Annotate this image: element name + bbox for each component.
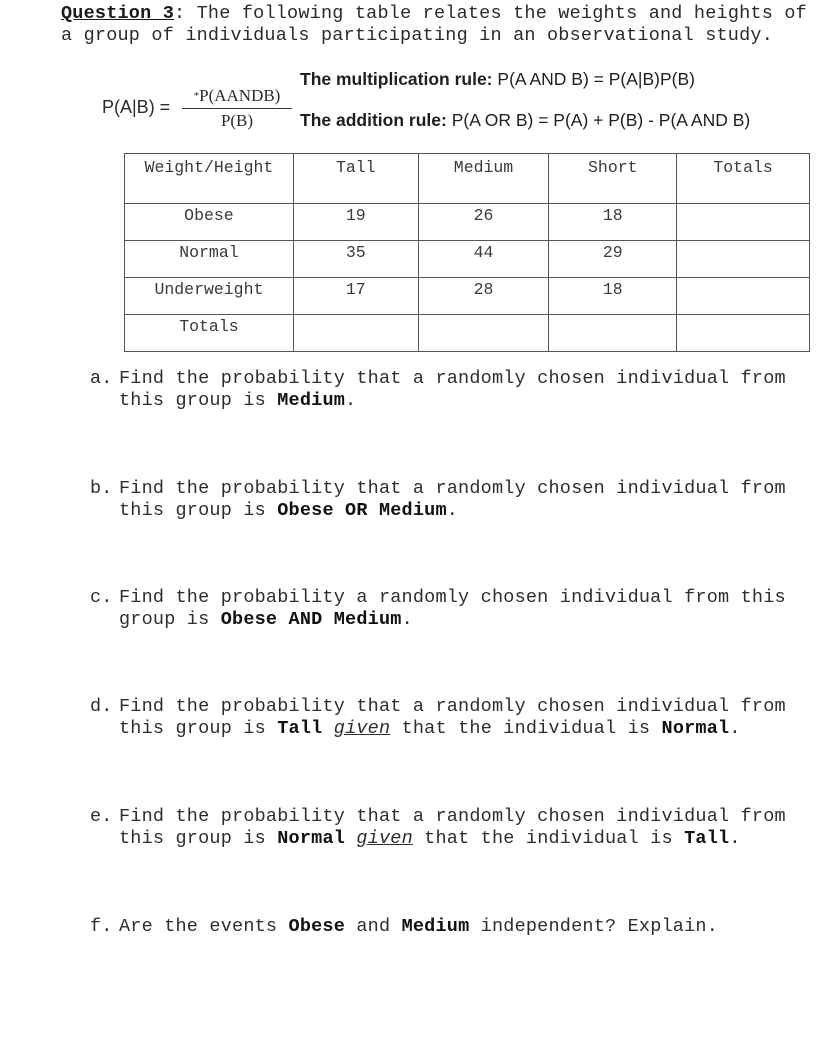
formula-numerator: P(AANDB)	[199, 86, 281, 105]
question-text	[322, 718, 333, 739]
question-b	[90, 478, 815, 522]
question-text: .	[729, 718, 741, 739]
question-emphasis: Obese AND Medium	[220, 609, 402, 630]
question-emphasis: Tall	[684, 828, 730, 849]
question-text: .	[729, 828, 741, 849]
multiplication-rule-expr: P(A AND B) = P(A|B)P(B)	[497, 69, 695, 89]
addition-rule-label: The addition rule:	[300, 110, 447, 130]
table-cell	[677, 278, 810, 315]
formula-fraction	[182, 85, 292, 131]
question-letter: e.	[90, 806, 113, 827]
question-text: Find the probability that a randomly chosen individual from this group is	[119, 478, 786, 521]
table-header-cell: Short	[549, 154, 677, 204]
question-letter: c.	[90, 587, 113, 608]
table-cell: 18	[549, 204, 677, 241]
question-text: Find the probability that a randomly chosen individual from this group is	[119, 696, 786, 739]
question-emphasis: Obese	[288, 916, 346, 937]
table-cell	[418, 315, 549, 352]
question-given: given	[333, 718, 391, 739]
question-text: .	[401, 609, 413, 630]
question-a	[90, 368, 815, 412]
question-text: .	[446, 500, 459, 521]
question-intro-text: : The following table relates the weights and heights of a group of individuals participating in an observational study.	[61, 3, 807, 46]
question-c	[90, 587, 815, 631]
table-cell: 19	[293, 204, 418, 241]
question-text: Find the probability a randomly chosen individual from this group is	[119, 587, 786, 630]
question-f	[90, 916, 815, 938]
question-emphasis: Medium	[401, 916, 470, 937]
table-header-cell: Weight/Height	[125, 154, 294, 204]
question-text: that the individual is	[390, 718, 662, 739]
question-letter: d.	[90, 696, 113, 717]
table-cell	[677, 204, 810, 241]
addition-rule-expr: P(A OR B) = P(A) + P(B) - P(A AND B)	[451, 110, 751, 130]
table-cell: 18	[549, 278, 677, 315]
weight-height-table	[124, 153, 810, 352]
table-cell: Underweight	[125, 278, 294, 315]
table-cell: 26	[418, 204, 549, 241]
table-header-cell: Medium	[418, 154, 549, 204]
table-cell	[677, 241, 810, 278]
table-header-cell: Totals	[677, 154, 810, 204]
table-row	[125, 241, 810, 278]
question-text: that the individual is	[412, 828, 685, 849]
question-letter: f.	[90, 916, 113, 937]
addition-rule	[300, 110, 750, 131]
formula-star: *	[193, 90, 200, 102]
question-d	[90, 696, 815, 740]
question-text: independent? Explain.	[469, 916, 719, 937]
question-text: and	[345, 916, 402, 937]
multiplication-rule-label: The multiplication rule:	[300, 69, 493, 89]
fraction-bar	[182, 108, 292, 109]
table-cell: 29	[549, 241, 677, 278]
question-label: Question 3	[61, 3, 175, 24]
table-cell: 17	[293, 278, 418, 315]
question-letter: b.	[90, 478, 113, 499]
question-emphasis: Normal	[277, 828, 346, 849]
table-cell	[293, 315, 418, 352]
table-row	[125, 278, 810, 315]
question-text: Are the events	[119, 916, 289, 937]
table-row	[125, 204, 810, 241]
question-text	[345, 828, 356, 849]
table-row	[125, 315, 810, 352]
table-cell: 35	[293, 241, 418, 278]
question-intro	[61, 3, 811, 47]
question-text: .	[345, 390, 357, 411]
formula-lhs: P(A|B) =	[102, 97, 171, 117]
table-cell: 28	[418, 278, 549, 315]
table-cell: Normal	[125, 241, 294, 278]
question-emphasis: Medium	[277, 390, 346, 411]
table-cell: 44	[418, 241, 549, 278]
table-header-row	[125, 154, 810, 204]
question-letter: a.	[90, 368, 113, 389]
table-cell: Obese	[125, 204, 294, 241]
question-text: Find the probability that a randomly chosen individual from this group is	[119, 806, 786, 849]
table-cell	[677, 315, 810, 352]
multiplication-rule	[300, 69, 695, 90]
table-header-cell: Tall	[293, 154, 418, 204]
question-emphasis: Normal	[661, 718, 730, 739]
question-emphasis: Tall	[277, 718, 323, 739]
table-cell: Totals	[125, 315, 294, 352]
formula-denominator: P(B)	[220, 111, 254, 130]
table-cell	[549, 315, 677, 352]
question-emphasis: Obese OR Medium	[277, 500, 447, 521]
question-text: Find the probability that a randomly chosen individual from this group is	[119, 368, 786, 411]
question-e	[90, 806, 815, 850]
question-given: given	[356, 828, 413, 849]
